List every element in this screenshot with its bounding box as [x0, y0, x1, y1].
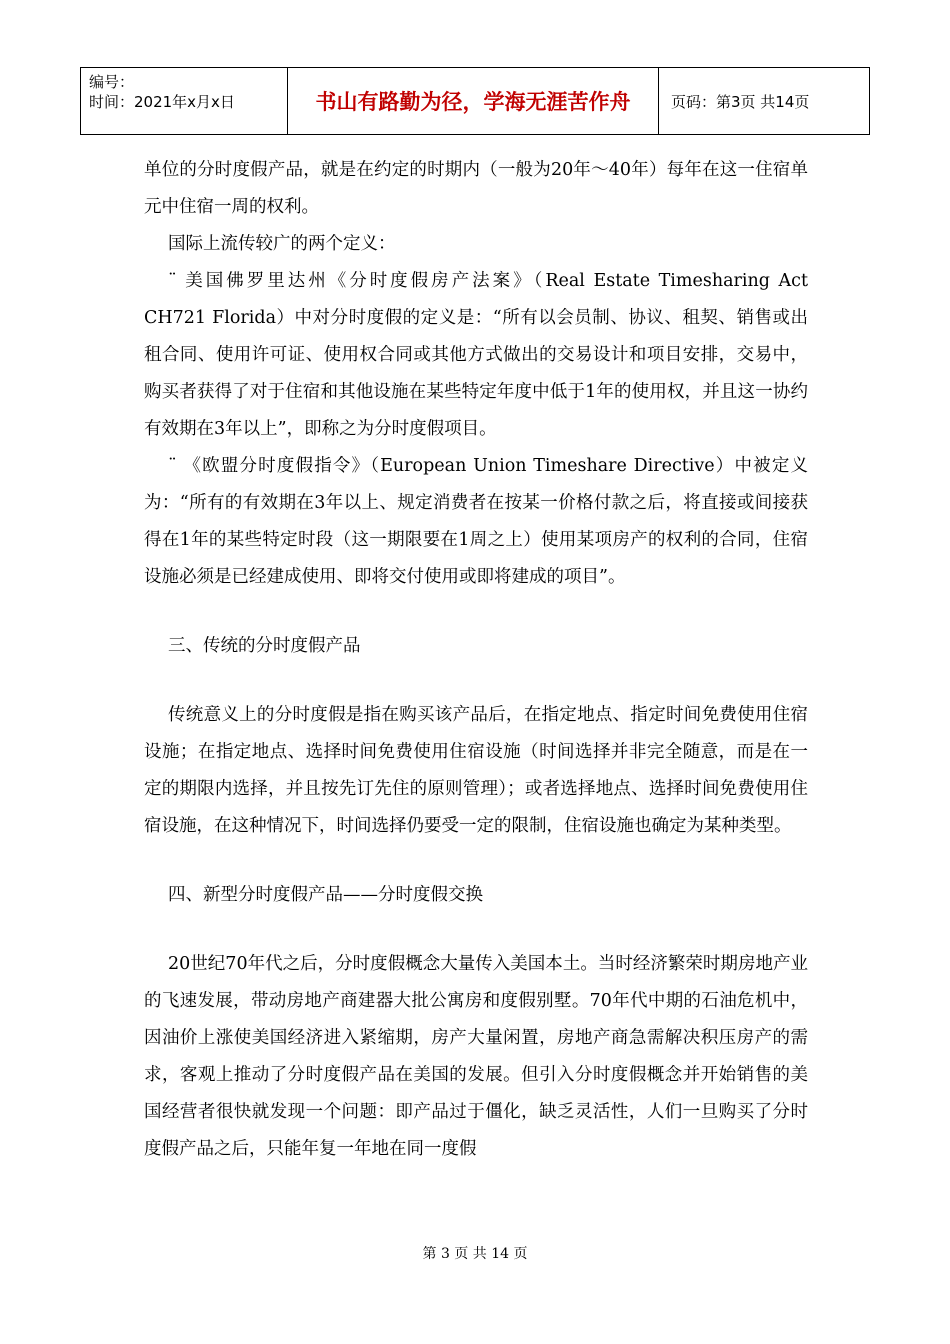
document-number-label: 编号：: [89, 73, 135, 91]
body-paragraph: 传统意义上的分时度假是指在购买该产品后，在指定地点、指定时间免费使用住宿设施；在指定地点、选择时间免费使用住宿设施（时间选择并非完全随意，而是在一定的期限内选择，并且按先订先住的原则管理）；或者选择地点、选择时间免费使用住宿设施，在这种情况下，时间选择仍要受一定的限制，住宿设施也确定为某种类型。: [144, 705, 808, 836]
document-body: [144, 152, 808, 1168]
section-heading: 三、传统的分时度假产品: [168, 636, 361, 656]
bullet-definition-eu: ¨ 《欧盟分时度假指令》（European Union Timeshare Directive）中被定义为：“所有的有效期在3年以上、规定消费者在按某一价格付款之后，将直接或间接获得在1年的某些特定时段（这一期限要在1周之上）使用某项房产的权利的合同，住宿设施必须是已经建成使用、即将交付使用或即将建成的项目”。: [144, 456, 808, 587]
document-date: 时间：2021年x月x日: [89, 93, 235, 111]
document-header: [80, 67, 870, 135]
bullet-definition-florida: ¨ 美国佛罗里达州《分时度假房产法案》（Real Estate Timesharing Act CH721 Florida）中对分时度假的定义是：“所有以会员制、协议、租契、销售或出租合同、使用许可证、使用权合同或其他方式做出的交易设计和项目安排，交易中，购买者获得了对于住宿和其他设施在某些特定年度中低于1年的使用权，并且这一协约有效期在3年以上”，即称之为分时度假项目。: [144, 271, 808, 439]
header-meta: [81, 68, 288, 135]
page-footer: 第 3 页 共 14 页: [422, 1246, 528, 1262]
header-motto: 书山有路勤为径，学海无涯苦作舟: [288, 68, 659, 135]
section-heading: 四、新型分时度假产品——分时度假交换: [168, 885, 483, 905]
header-page-info: 页码：第3页 共14页: [659, 68, 870, 135]
body-paragraph: 国际上流传较广的两个定义：: [168, 234, 396, 254]
body-paragraph: 20世纪70年代之后，分时度假概念大量传入美国本土。当时经济繁荣时期房地产业的飞速发展，带动房地产商建器大批公寓房和度假别墅。70年代中期的石油危机中，因油价上涨使美国经济进入紧缩期，房产大量闲置，房地产商急需解决积压房产的需求，客观上推动了分时度假产品在美国的发展。但引入分时度假概念并开始销售的美国经营者很快就发现一个问题：即产品过于僵化，缺乏灵活性，人们一旦购买了分时度假产品之后，只能年复一年地在同一度假: [144, 954, 808, 1159]
body-paragraph: 单位的分时度假产品，就是在约定的时期内（一般为20年～40年）每年在这一住宿单元中住宿一周的权利。: [144, 160, 808, 217]
